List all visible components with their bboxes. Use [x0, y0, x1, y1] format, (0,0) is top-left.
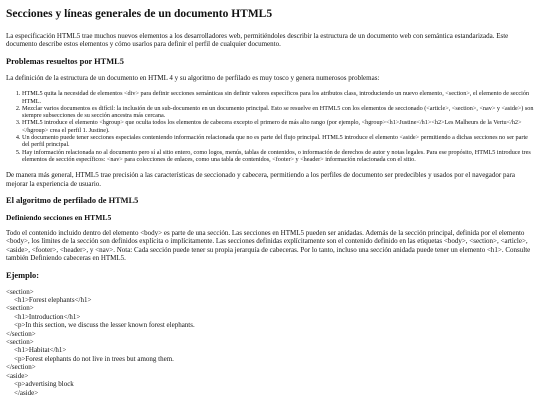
problems-list-item: 3. HTML5 introduce el elemento <hgroup> que oculta todos los elementos de cabecera excepto el primero de más alto rango (por ejemplo, <hgroup><h1>Justine</h1><h2>Les Malheurs de la Vertu</h2></hgroup> crea el perfil 1. Justine). [22, 119, 534, 134]
problems-list-item: 4. Un documento puede tener secciones especiales conteniendo información relacionada que no es parte del flujo principal. HTML5 introduce el elemento <aside> permitiendo a dichas secciones no ser parte del perfil principal. [22, 134, 534, 149]
sections-subheading: Definiendo secciones en HTML5 [6, 213, 112, 222]
algorithm-heading: El algoritmo de perfilado de HTML5 [6, 196, 139, 205]
problems-list [6, 90, 534, 163]
code-line: <p>In this section, we discuss the lesser known forest elephants. [14, 321, 195, 330]
code-line: <h1>Forest elephants</h1> [14, 296, 92, 305]
code-line: <aside> [6, 371, 29, 380]
code-line: </section> [6, 363, 36, 372]
intro-paragraph: La especificación HTML5 trae muchos nuevos elementos a los desarrolladores web, permitiéndoles describir la estructura de un documento web con semántica estandarizada. Este documento describe estos elementos y cómo usarlos para definir el perfil de cualquier documento. [6, 32, 509, 49]
problems-list-item: 1. HTML5 quita la necesidad de elementos <div> para definir secciones semánticas sin definir valores específicos para los atributos class, introduciendo un nuevo elemento, <section>, el elemento de sección HTML. [22, 90, 534, 105]
example-heading: Ejemplo: [6, 270, 40, 280]
code-line: <section> [6, 338, 34, 347]
code-line: <h1>Introduction</h1> [14, 312, 81, 321]
code-line: <section> [6, 304, 34, 313]
code-line: <p>Forest elephants do not live in trees but among them. [14, 354, 174, 363]
page-title: Secciones y líneas generales de un documento HTML5 [6, 8, 273, 20]
problems-list-item: 2. Mezclar varios documentos es difícil: la inclusión de un sub-documento en un documento principal. Esto se resuelve en HTML5 con los elementos de seccionado (<article>, <section>, <nav> y <aside>) son siempre subsecciones de su sección ancestra más cercana. [22, 105, 534, 120]
sections-paragraph: Todo el contenido incluido dentro del elemento <body> es parte de una sección. Las secciones en HTML5 pueden ser anidadas. Además de la sección principal, definida por el elemento <body>, los límites de la sección son definidos explícita o implícitamente. Las secciones definidas explícitamente son el contenido definido en las etiquetas <body>, <section>, <article>, <aside>, <footer>, <header>, y <nav>. Nota: Cada sección puede tener su propia jerarquía de cabeceras. Por lo tanto, incluso una sección anidada puede tener un elemento <h1>. Consulte también Definiendo cabeceras en HTML5. [6, 229, 531, 263]
code-line: <h1>Habitat</h1> [14, 346, 67, 355]
problems-outro: De manera más general, HTML5 trae precisión a las características de seccionado y cabecera, permitiendo a los perfiles de documento ser predecibles y usados por el navegador para mejorar la experiencia de usuario. [6, 171, 516, 188]
code-line: </aside> [14, 388, 39, 397]
code-line: </section> [6, 329, 36, 338]
code-example [6, 288, 534, 397]
code-line: <section> [6, 287, 34, 296]
code-line: <p>advertising block [14, 380, 74, 389]
problems-heading: Problemas resueltos por HTML5 [6, 56, 124, 66]
problems-list-item: 5. Hay información relacionada no al documento pero sí al sitio entero, como logos, menús, tablas de contenidos, o información de derechos de autor y notas legales. Para ese propósito, HTML5 introduce tres elementos de sección específicos: <nav> para colecciones de enlaces, como una tabla de contenidos, <footer> y <header> información relacionada con el sitio. [22, 149, 534, 164]
problems-intro: La definición de la estructura de un documento en HTML 4 y su algoritmo de perfilado es muy tosco y genera numerosos problemas: [6, 73, 380, 82]
